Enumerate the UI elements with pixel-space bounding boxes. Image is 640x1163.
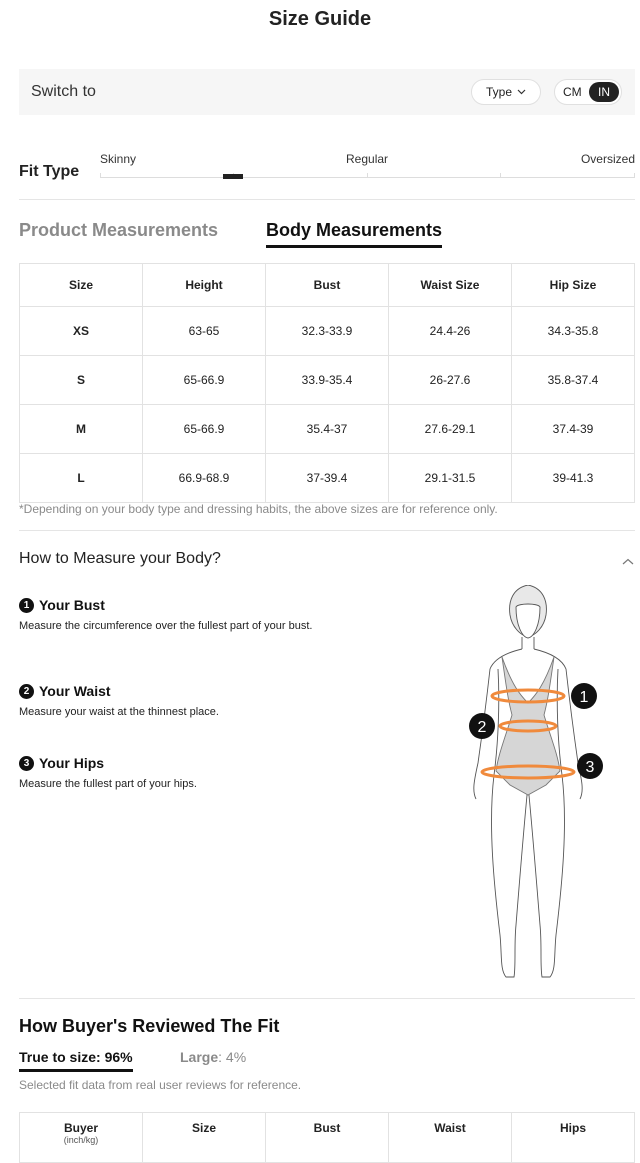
col-header [20,1113,143,1163]
switch-to-label: Switch to [31,83,96,100]
table-cell: 63-65 [143,307,266,356]
fit-skinny-label: Skinny [100,152,137,166]
fit-regular-label: Regular [346,152,389,166]
reference-note: *Depending on your body type and dressing habits, the above sizes are for reference only. [19,502,498,516]
step-title: Your Hips [39,755,105,771]
step-number-badge: 3 [19,756,34,771]
tab-large[interactable] [180,1049,246,1065]
step-description: Measure the fullest part of your hips. [19,778,197,790]
unit-in-option[interactable]: IN [589,82,619,102]
table-row [20,307,635,356]
table-cell: M [20,405,143,454]
table-cell: 35.4-37 [266,405,389,454]
unit-cm-option[interactable]: CM [563,85,582,99]
unit-toggle[interactable] [554,79,622,105]
col-header: Hips [512,1113,635,1163]
fit-scale-marker [223,174,243,179]
tab-body-measurements[interactable]: Body Measurements [266,220,442,248]
table-cell: 66.9-68.9 [143,454,266,503]
size-table [19,263,635,503]
step-number-badge: 2 [19,684,34,699]
true-to-size-label: True to size: [19,1049,105,1065]
table-row [20,356,635,405]
fit-scale-tick [100,173,101,178]
col-header: Size [20,264,143,307]
type-dropdown[interactable] [471,79,541,105]
table-cell: 37-39.4 [266,454,389,503]
table-cell: 29.1-31.5 [389,454,512,503]
fit-oversized-label: Oversized [580,152,635,166]
how-to-measure-title[interactable]: How to Measure your Body? [19,550,221,567]
chevron-up-icon[interactable] [621,555,635,569]
col-header: Size [143,1113,266,1163]
unit-switch-bar [19,69,635,115]
fit-scale-tick [367,173,368,178]
table-cell: XS [20,307,143,356]
table-cell: 35.8-37.4 [512,356,635,405]
col-header: Bust [266,264,389,307]
figure-marker-hips [577,753,603,779]
col-header: Bust [266,1113,389,1163]
divider [19,199,635,200]
step-description: Measure the circumference over the fullest part of your bust. [19,620,313,632]
step-number-badge: 1 [19,598,34,613]
step-hips [19,755,339,791]
figure-marker-waist [469,713,495,739]
table-cell: L [20,454,143,503]
table-cell: 26-27.6 [389,356,512,405]
buyer-review-title: How Buyer's Reviewed The Fit [19,1016,280,1036]
table-cell: 37.4-39 [512,405,635,454]
svg-text:2: 2 [477,719,487,736]
fit-type-label: Fit Type [19,163,80,180]
svg-text:1: 1 [579,689,589,706]
buyer-header-unit: (inch/kg) [63,1135,99,1145]
chevron-down-icon [517,89,526,95]
tab-true-to-size[interactable] [19,1049,133,1072]
step-description: Measure your waist at the thinnest place. [19,706,219,718]
table-cell: 39-41.3 [512,454,635,503]
tab-product-measurements[interactable]: Product Measurements [19,220,219,240]
buyer-note: Selected fit data from real user reviews for reference. [19,1078,302,1092]
table-cell: 32.3-33.9 [266,307,389,356]
table-row [20,454,635,503]
col-header: Height [143,264,266,307]
table-cell: 34.3-35.8 [512,307,635,356]
divider [19,998,635,999]
divider [19,530,635,531]
table-row [20,405,635,454]
col-header: Waist [389,1113,512,1163]
table-header-row [20,264,635,307]
table-header-row [20,1113,635,1163]
fit-scale-tick [500,173,501,178]
large-label: Large [180,1049,219,1065]
buyer-header-label: Buyer [63,1121,98,1135]
table-cell: S [20,356,143,405]
col-header: Waist Size [389,264,512,307]
table-cell: 27.6-29.1 [389,405,512,454]
fit-scale-tick [634,173,635,178]
type-label: Type [485,85,512,99]
step-bust [19,597,339,633]
page-title: Size Guide [268,8,372,30]
figure-marker-bust [571,683,597,709]
table-cell: 24.4-26 [389,307,512,356]
step-title: Your Waist [39,683,111,699]
table-cell: 65-66.9 [143,356,266,405]
large-value: : 4% [218,1049,247,1065]
true-to-size-value: 96% [104,1049,133,1065]
fit-type-scale [100,150,635,180]
buyer-table [19,1112,635,1163]
step-waist [19,683,339,719]
step-title: Your Bust [39,597,105,613]
table-cell: 33.9-35.4 [266,356,389,405]
body-figure-illustration [450,585,620,985]
table-cell: 65-66.9 [143,405,266,454]
svg-text:3: 3 [585,759,595,776]
col-header: Hip Size [512,264,635,307]
